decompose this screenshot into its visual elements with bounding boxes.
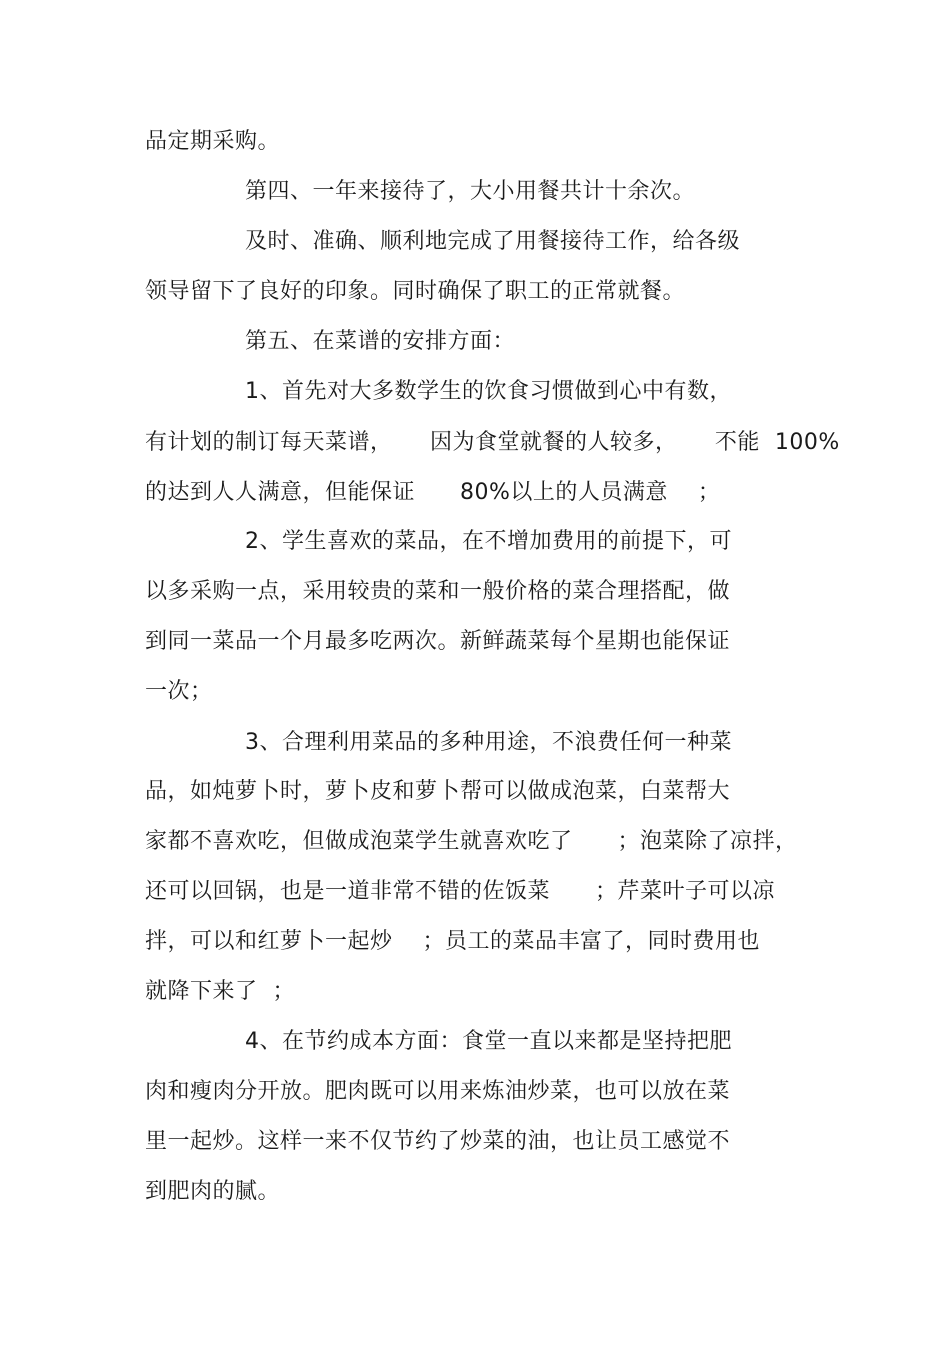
text-line: 及时、准确、顺利地完成了用餐接待工作，给各级 — [245, 229, 741, 254]
paragraph-heading-fifth: 第五、在菜谱的安排方面： — [245, 329, 516, 354]
list-item-4: 4、在节约成本方面：食堂一直以来都是坚持把肥 — [245, 1029, 732, 1054]
text-line: 一次； — [145, 679, 213, 704]
text-line: 品定期采购。 — [145, 129, 281, 154]
text-line: 拌，可以和红萝卜一起炒 ；员工的菜品丰富了，同时费用也 — [145, 929, 760, 954]
list-item-2: 2、学生喜欢的菜品，在不增加费用的前提下，可 — [245, 529, 732, 554]
text-line: 还可以回锅，也是一道非常不错的佐饭菜 ；芹菜叶子可以凉 — [145, 879, 775, 904]
text-line: 的达到人人满意，但能保证 80%以上的人员满意 ； — [145, 480, 721, 505]
text-line: 肉和瘦肉分开放。肥肉既可以用来炼油炒菜，也可以放在菜 — [145, 1079, 731, 1104]
text-line: 里一起炒。这样一来不仅节约了炒菜的油，也让员工感觉不 — [145, 1129, 731, 1154]
text-line: 到肥肉的腻。 — [145, 1179, 281, 1204]
text-line: 家都不喜欢吃，但做成泡菜学生就喜欢吃了 ；泡菜除了凉拌， — [145, 829, 798, 854]
text-line: 品，如炖萝卜时，萝卜皮和萝卜帮可以做成泡菜，白菜帮大 — [145, 779, 731, 804]
text-line: 就降下来了 ； — [145, 979, 295, 1004]
list-item-1: 1、首先对大多数学生的饮食习惯做到心中有数， — [245, 379, 732, 404]
list-item-3: 3、合理利用菜品的多种用途，不浪费任何一种菜 — [245, 730, 732, 755]
text-line: 领导留下了良好的印象。同时确保了职工的正常就餐。 — [145, 279, 686, 304]
paragraph-heading-fourth: 第四、一年来接待了，大小用餐共计十余次。 — [245, 179, 696, 204]
text-line: 有计划的制订每天菜谱， 因为食堂就餐的人较多， 不能 100% — [145, 430, 840, 455]
text-line: 以多采购一点，采用较贵的菜和一般价格的菜合理搭配，做 — [145, 579, 731, 604]
text-line: 到同一菜品一个月最多吃两次。新鲜蔬菜每个星期也能保证 — [145, 629, 731, 654]
